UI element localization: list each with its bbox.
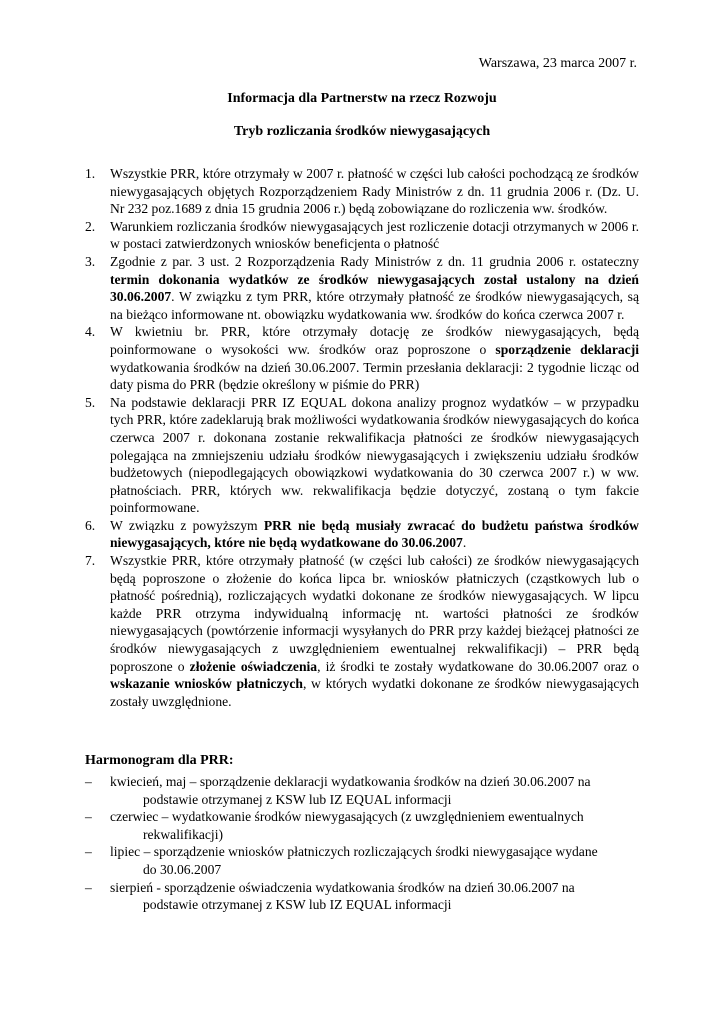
dash-bullet: – <box>85 774 92 789</box>
dash-bullet: – <box>85 809 92 825</box>
item-bold-text: złożenie oświadczenia <box>189 658 318 674</box>
schedule-entry <box>85 843 639 878</box>
item-bold-text: sporządzenie deklaracji <box>495 341 639 357</box>
item-text: . W związku z tym PRR, które otrzymały płatność ze środków niewygasających, są na bieżąco informowane nt. obowiązku wydatkowania ww. środków do końca czerwca 2007 r. <box>110 289 639 322</box>
schedule-entry <box>85 808 639 843</box>
schedule-line-continued: podstawie otrzymanej z KSW lub IZ EQUAL informacji <box>143 791 452 807</box>
dash-bullet: – <box>85 844 92 860</box>
dash-bullet: – <box>85 879 92 895</box>
list-item <box>85 253 639 323</box>
item-text: , w których wydatki dokonane ze środków niewygasających zostały uwzględnione. <box>110 676 639 709</box>
item-text: Wszystkie PRR, które otrzymały płatność (w części lub całości) ze środków niewygasających będą poproszone o złożenie do końca lipca br. wniosków płatniczych (cząstkowych lub o płatność pośrednią), rozliczających wydatki dokonane ze środków niewygasających. W lipcu każde PRR otrzyma indywidualną informację nt. wartości płatności ze środków niewygasających (powtórzenie informacji wysyłanych do PRR przy każdej bieżącej płatności ze środków niewygasających z uwzględnieniem ewentualnej rekwalifikacji) – PRR będą poproszone o <box>110 553 639 674</box>
item-text: Warunkiem rozliczania środków niewygasających jest rozliczenie dotacji otrzymanych w 2006 r. w postaci zatwierdzonych wniosków beneficjenta o płatność <box>110 218 639 252</box>
list-item <box>85 394 639 517</box>
list-item <box>85 552 639 710</box>
list-item <box>85 323 639 393</box>
document-date: Warszawa, 23 marca 2007 r. <box>478 56 637 71</box>
schedule-heading: Harmonogram dla PRR: <box>85 753 234 768</box>
item-number: 5. <box>85 394 96 410</box>
schedule-line: sierpień - sporządzenie oświadczenia wydatkowania środków na dzień 30.06.2007 na <box>110 879 575 895</box>
list-item <box>85 517 639 552</box>
schedule-line: kwiecień, maj – sporządzenie deklaracji wydatkowania środków na dzień 30.06.2007 na <box>110 774 591 789</box>
item-number: 4. <box>85 324 96 340</box>
schedule-list <box>85 773 639 914</box>
item-text: Zgodnie z par. 3 ust. 2 Rozporządzenia Rady Ministrów z dn. 11 grudnia 2006 r. ostateczny <box>110 253 639 269</box>
schedule-line-continued: do 30.06.2007 <box>143 861 222 877</box>
item-text: , iż środki te zostały wydatkowane do 30.06.2007 oraz o <box>317 658 639 674</box>
schedule-line-continued: podstawie otrzymanej z KSW lub IZ EQUAL informacji <box>143 897 452 913</box>
item-text: W związku z powyższym <box>110 517 264 533</box>
item-text: . <box>462 535 467 551</box>
item-bold-text: PRR nie będą musiały zwracać do budżetu państwa środków niewygasających, które nie będą wydatkowane do 30.06.2007 <box>110 517 640 551</box>
item-number: 7. <box>85 553 96 569</box>
item-text: W kwietniu br. PRR, które otrzymały dotację ze środków niewygasających, będą poinformowane o wysokości ww. środków oraz poproszone o <box>110 324 639 357</box>
document-title: Informacja dla Partnerstw na rzecz Rozwoju <box>227 91 497 106</box>
schedule-line-continued: rekwalifikacji) <box>143 826 224 842</box>
schedule-entry <box>85 773 639 808</box>
document-subtitle: Tryb rozliczania środków niewygasających <box>233 124 491 139</box>
schedule-entry <box>85 879 639 914</box>
list-item <box>85 165 639 218</box>
item-number: 6. <box>85 517 96 533</box>
item-number: 1. <box>85 166 96 181</box>
schedule-line: czerwiec – wydatkowanie środków niewygasających (z uwzględnieniem ewentualnych <box>110 809 584 825</box>
item-bold-text: wskazanie wniosków płatniczych <box>110 676 303 692</box>
item-text: Na podstawie deklaracji PRR IZ EQUAL dokona analizy prognoz wydatków – w przypadku tych PRR, które zadeklarują brak możliwości wydatkowania środków niewygasających do końca czerwca 2007 r. dokonana zostanie rekwalifikacja płatności ze środków niewygasających polegająca na zmniejszeniu udziału środków niewygasających i zwiększeniu udziału środków budżetowych (niepodlegających obowiązkowi wydatkowania do 30 czerwca 2007 r.) w ww. płatnościach. PRR, których ww. rekwalifikacja będzie dotyczyć, zostaną o tym fakcie poinformowane. <box>110 394 639 516</box>
item-number: 3. <box>85 253 96 269</box>
item-text: Wszystkie PRR, które otrzymały w 2007 r. płatność w części lub całości pochodzącą ze środków niewygasających objętych Rozporządzeniem Rady Ministrów z dn. 11 grudnia 2006 r. (Dz. U. Nr 232 poz.1689 z dnia 15 grudnia 2006 r.) będą zobowiązane do rozliczenia ww. środków. <box>110 166 639 217</box>
item-text: wydatkowania środków na dzień 30.06.2007. Termin przesłania deklaracji: 2 tygodnie licząc od daty pisma do PRR (będzie określony w piśmie do PRR) <box>110 359 639 393</box>
numbered-list <box>85 165 639 710</box>
schedule-line: lipiec – sporządzenie wniosków płatniczych rozliczających środki niewygasające wydane <box>110 844 598 860</box>
item-bold-text: termin dokonania wydatków ze środków niewygasających został ustalony na dzień 30.06.2007 <box>110 271 639 305</box>
list-item <box>85 218 639 253</box>
item-number: 2. <box>85 218 96 234</box>
